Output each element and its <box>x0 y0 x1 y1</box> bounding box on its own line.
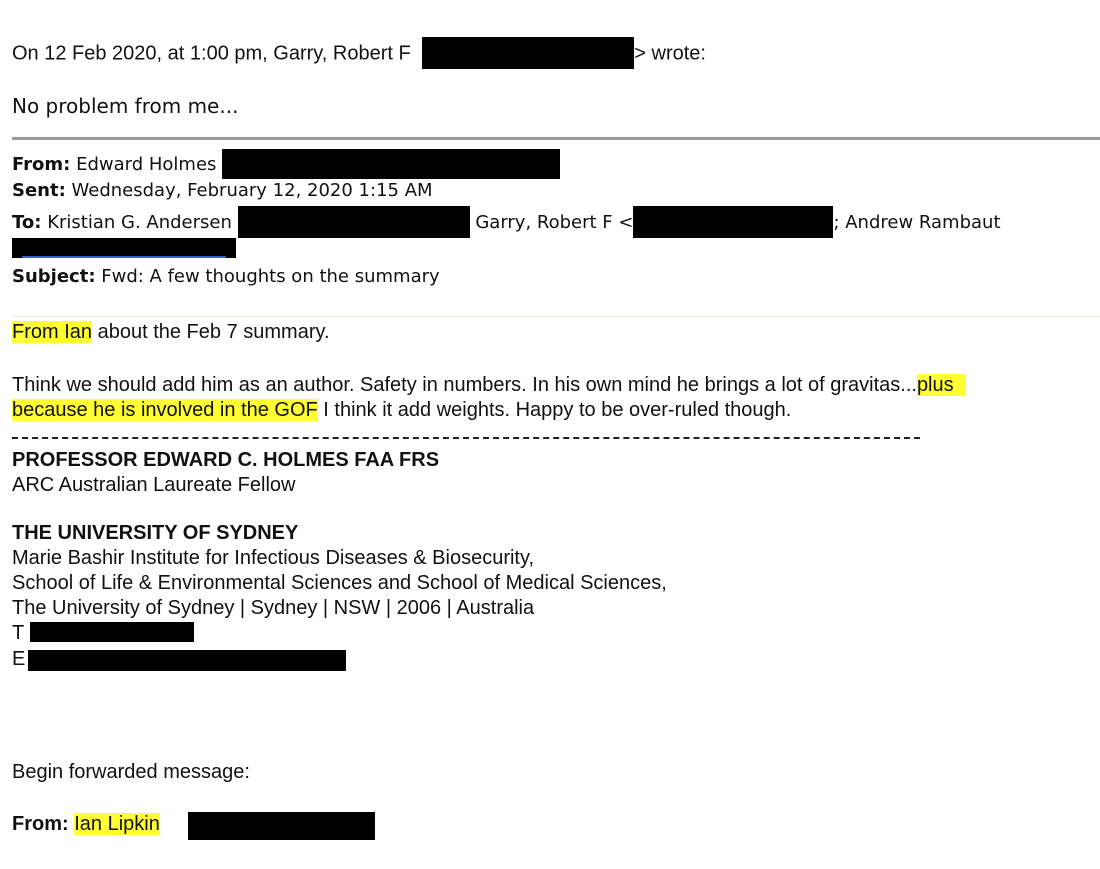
reply-header-prefix: On 12 Feb 2020, at 1:00 pm, Garry, Robert F <box>12 42 411 65</box>
message-line-3 <box>12 398 791 422</box>
from-label: From: <box>12 154 71 175</box>
to-value-2: Garry, Robert F < <box>475 212 634 233</box>
to-label: To: <box>12 212 42 233</box>
subject-label: Subject: <box>12 266 96 287</box>
sent-value: Wednesday, February 12, 2020 1:15 AM <box>71 180 433 201</box>
faint-divider <box>12 316 1100 317</box>
reply-header <box>12 38 706 70</box>
signature-phone <box>12 621 24 645</box>
from-value: Edward Holmes <box>76 154 217 175</box>
redaction-block <box>238 206 470 238</box>
message-line-3-rest: I think it add weights. Happy to be over-ruled though. <box>317 399 792 421</box>
redacted-link-underline <box>22 256 226 258</box>
to-header <box>12 207 1001 239</box>
highlight-from-ian: From Ian <box>12 321 93 343</box>
redaction-block <box>28 650 346 671</box>
from-header <box>12 150 560 180</box>
reply-body: No problem from me... <box>12 94 239 118</box>
forwarded-from-label: From: <box>12 813 69 835</box>
redaction-block <box>422 37 634 69</box>
signature-institute: Marie Bashir Institute for Infectious Diseases & Biosecurity, <box>12 547 535 569</box>
signature-name: PROFESSOR EDWARD C. HOLMES FAA FRS <box>12 449 440 471</box>
subject-header <box>12 265 440 289</box>
message-line-2-text: Think we should add him as an author. Safety in numbers. In his own mind he brings a lot of gravitas... <box>12 374 917 396</box>
message-line-1 <box>12 320 330 344</box>
message-line-2 <box>12 373 966 397</box>
signature-email <box>12 647 25 671</box>
signature-title: ARC Australian Laureate Fellow <box>12 474 296 496</box>
forwarded-from <box>12 812 160 836</box>
signature-university: THE UNIVERSITY OF SYDNEY <box>12 522 299 544</box>
reply-header-suffix: > wrote: <box>634 42 706 65</box>
highlight-ian-lipkin: Ian Lipkin <box>74 813 160 835</box>
signature-schools: School of Life & Environmental Sciences and School of Medical Sciences, <box>12 572 667 594</box>
signature-address: The University of Sydney | Sydney | NSW | 2006 | Australia <box>12 597 535 619</box>
separator-rule <box>12 137 1100 140</box>
email-prefix: E <box>12 648 26 670</box>
phone-prefix: T <box>12 622 25 644</box>
forwarded-intro: Begin forwarded message: <box>12 761 250 783</box>
to-value-1: Kristian G. Andersen <box>47 212 232 233</box>
redaction-block <box>30 622 194 642</box>
to-value-3: ; Andrew Rambaut <box>833 212 1001 233</box>
redaction-block <box>222 149 560 179</box>
dashed-separator <box>12 437 920 439</box>
sent-label: Sent: <box>12 180 66 201</box>
redaction-block <box>633 206 833 238</box>
highlight-plus: plus <box>917 374 966 396</box>
sent-header <box>12 179 433 203</box>
redaction-block <box>12 238 236 258</box>
highlight-gof: because he is involved in the GOF <box>12 399 318 421</box>
redaction-block <box>188 812 375 840</box>
message-line-1-rest: about the Feb 7 summary. <box>92 321 330 343</box>
subject-value: Fwd: A few thoughts on the summary <box>101 266 440 287</box>
